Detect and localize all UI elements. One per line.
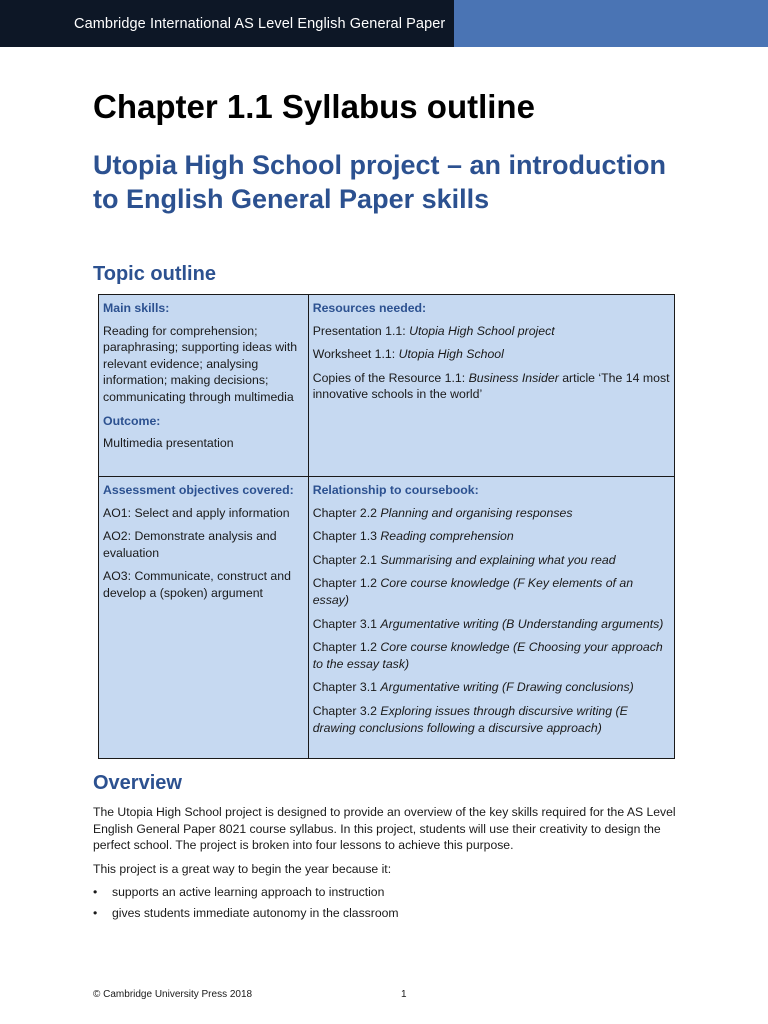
table-row [99, 477, 675, 759]
resource-item [313, 323, 670, 340]
footer-page-number: 1 [401, 989, 407, 1000]
relationship-chapter: Chapter 1.3 [312, 529, 381, 544]
relationship-chapter: Chapter 3.1 [312, 616, 381, 631]
header-title-block [0, 0, 454, 47]
resource-item-suffix: article ‘The 14 most innovative schools in the world’ [312, 370, 670, 402]
resources-label: Resources needed: [312, 301, 427, 315]
bullet-icon: • [93, 905, 98, 920]
relationship-item [313, 575, 670, 608]
overview-paragraph: The Utopia High School project is designed to provide an overview of the key skills required for the AS Level English General Paper 8021 course syllabus. In this project, students will use their creativity to design the perfect school. The project is broken into four lessons to achieve this purpose. [93, 805, 676, 852]
list-item [93, 884, 678, 901]
relationship-item [313, 552, 670, 569]
relationship-chapter: Chapter 3.2 [312, 703, 381, 718]
relationship-chapter: Chapter 1.2 [312, 576, 381, 591]
relationship-label: Relationship to coursebook: [312, 483, 479, 497]
list-item-text: supports an active learning approach to instruction [112, 885, 385, 899]
outcome-label: Outcome: [103, 413, 161, 428]
resource-item-title: Utopia High School project [409, 323, 555, 338]
relationship-chapter: Chapter 3.1 [312, 680, 381, 695]
overview-heading: Overview [93, 772, 182, 794]
main-skills-text: Reading for comprehension; paraphrasing; supporting ideas with relevant evidence; analysing information; making decisions; communicating through multimedia [103, 323, 298, 404]
relationship-item [313, 616, 670, 633]
overview-body [93, 804, 678, 925]
assessment-item: AO2: Demonstrate analysis and evaluation [103, 529, 277, 560]
relationship-title: Argumentative writing (B Understanding arguments) [380, 616, 664, 631]
relationship-item [313, 639, 670, 672]
relationship-chapter: Chapter 1.2 [312, 640, 381, 655]
bullet-icon: • [93, 885, 98, 899]
relationship-chapter: Chapter 2.1 [312, 552, 381, 567]
relationship-item [313, 505, 670, 522]
relationship-item [313, 679, 670, 696]
list-item [93, 905, 678, 922]
header-title: Cambridge International AS Level English General Paper [74, 15, 446, 32]
page-header [0, 0, 768, 47]
relationship-title: Planning and organising responses [380, 505, 573, 520]
resource-item-prefix: Copies of the Resource 1.1: [312, 370, 469, 385]
resource-item [313, 370, 670, 403]
resource-item-title: Utopia High School [398, 347, 504, 362]
assessment-cell [99, 477, 309, 759]
main-skills-cell [99, 295, 309, 477]
resource-item-prefix: Presentation 1.1: [312, 323, 410, 338]
chapter-title: Chapter 1.1 Syllabus outline [93, 88, 535, 125]
assessment-label: Assessment objectives covered: [103, 483, 294, 497]
assessment-item: AO1: Select and apply information [103, 505, 290, 520]
relationship-item [313, 528, 670, 545]
topic-outline-table [98, 294, 675, 759]
relationship-title: Argumentative writing (F Drawing conclusions) [380, 680, 634, 695]
relationship-title: Reading comprehension [380, 529, 514, 544]
footer-copyright: © Cambridge University Press 2018 [93, 989, 253, 1000]
project-title: Utopia High School project – an introduction to English General Paper skills [93, 150, 666, 214]
resource-item [313, 346, 670, 363]
header-accent-block [454, 0, 768, 47]
relationship-title: Core course knowledge (E Choosing your approach to the essay task) [312, 640, 663, 671]
resources-cell [308, 295, 674, 477]
topic-outline-heading: Topic outline [93, 263, 216, 285]
relationship-chapter: Chapter 2.2 [312, 505, 381, 520]
relationship-title: Exploring issues through discursive writing (E drawing conclusions following a discursive approach) [312, 703, 628, 735]
resource-item-prefix: Worksheet 1.1: [312, 347, 399, 362]
outcome-text: Multimedia presentation [103, 436, 234, 451]
resource-item-title: Business Insider [468, 370, 559, 385]
relationship-item [313, 703, 670, 736]
main-skills-label: Main skills: [103, 301, 170, 315]
table-row [99, 295, 675, 477]
relationship-title: Summarising and explaining what you read [380, 552, 616, 567]
assessment-item: AO3: Communicate, construct and develop a (spoken) argument [103, 569, 291, 600]
relationship-cell [308, 477, 674, 759]
list-item-text: gives students immediate autonomy in the classroom [112, 905, 399, 920]
overview-bullet-list [93, 884, 678, 921]
overview-paragraph: This project is a great way to begin the year because it: [93, 861, 392, 876]
relationship-title: Core course knowledge (F Key elements of an essay) [312, 576, 634, 607]
